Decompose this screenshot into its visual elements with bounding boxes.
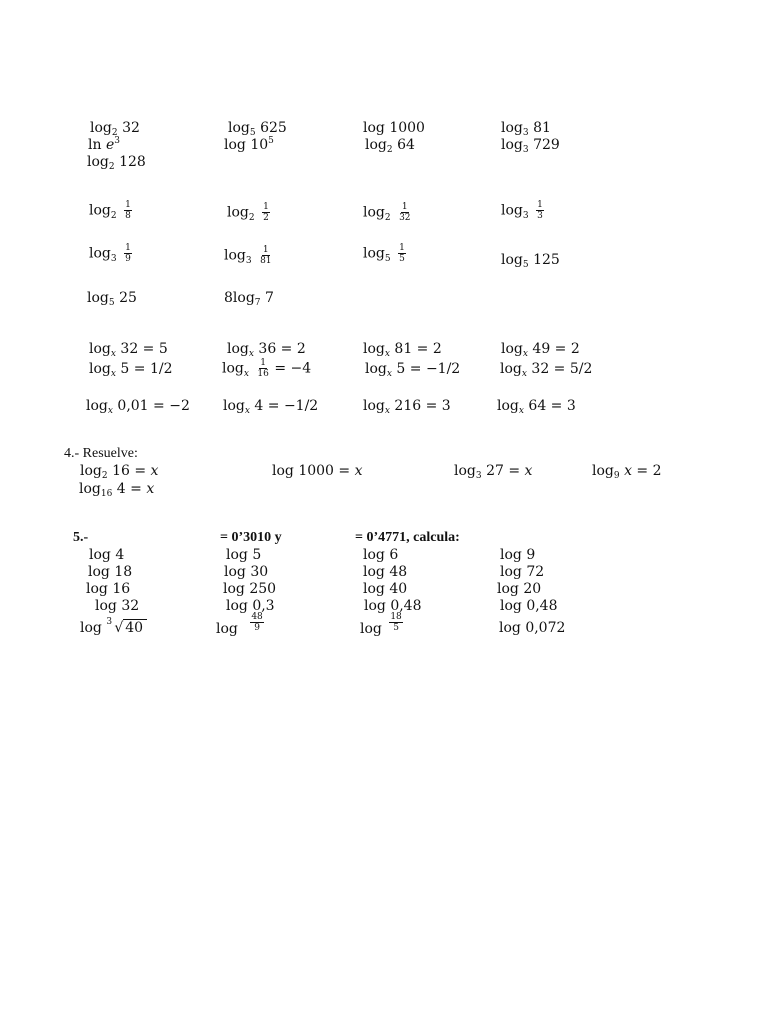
given-log3: = 0’4771, calcula: [355,530,460,545]
equation-logx-64: $\log_x 64 = 3$ [497,398,576,416]
calc-log-18-5: log $\frac{18}{5}$ [360,612,402,637]
equation-logx-36: $\log_x 36 = 2$ [227,341,306,359]
equation-logx-5-half: $\log_x 5 = 1/2$ [89,361,173,379]
equation-logx-216: $\log_x 216 = 3$ [363,398,451,416]
given-log2: = 0’3010 y [220,530,282,545]
exercise-log2-64: $\log_2 64$ [365,137,415,155]
exercise-log5-125: $\log_5 125$ [501,252,560,270]
calc-item: log 0,3 [226,598,275,614]
calc-item: log 0,072 [499,620,566,636]
equation-logx-1-16: $\log_x$ $\frac{1}{16}$ = −4 [222,358,312,379]
equation-logx-49: $\log_x 49 = 2$ [501,341,580,359]
exercise-log5-25: $\log_5 25$ [87,290,137,308]
exercise-log2-1-8: $\log_2$ $\frac{1}{8}$ [89,200,131,221]
equation-logx-81: $\log_x 81 = 2$ [363,341,442,359]
resuelve-log-1000: log 1000 = x [272,463,363,479]
calc-item: log 4 [89,547,125,563]
exercise-log3-729: $\log_3 729$ [501,137,560,155]
section-4-heading: 4.- Resuelve: [64,446,138,461]
calc-log-48-9: log $\frac{48}{9}$ [216,612,263,637]
calc-item: log 9 [500,547,536,563]
calc-item: log 18 [88,564,133,580]
exercise-log2-128: $\log_2 128$ [87,154,146,172]
calc-item: log 30 [224,564,269,580]
exercise-log2-32: $\log_2 32$ [90,120,140,138]
exercise-log2-1-2: $\log_2$ $\frac{1}{2}$ [227,202,269,223]
section-5-number: 5.- [73,530,89,545]
calc-item: log 6 [363,547,399,563]
calc-item: log 20 [497,581,542,597]
equation-logx-0-01: $\log_x 0,01 = -2$ [86,398,190,416]
calc-item: log 0,48 [500,598,558,614]
equation-logx-32-5-2: $\log_x 32 = 5/2$ [500,361,593,379]
exercise-log3-1-81: $\log_3$ $\frac{1}{81}$ [224,245,272,266]
exercise-log5-1-5: $\log_5$ $\frac{1}{5}$ [363,243,405,264]
calc-item: log 250 [223,581,277,597]
exercise-log5-625: $\log_5 625$ [228,120,287,138]
calc-item: log 48 [363,564,408,580]
calc-item: log 72 [500,564,545,580]
resuelve-log3-27: $\log_3 27 = x$ [454,463,533,481]
exercise-ln-e3: $\ln e^3$ [88,136,120,153]
exercise-log-1000: log 1000 [363,120,425,136]
exercise-log3-1-9: $\log_3$ $\frac{1}{9}$ [89,243,131,264]
calc-log-cuberoot-40: log 3 √ 40 [80,620,147,636]
equation-logx-32: $\log_x 32 = 5$ [89,341,168,359]
resuelve-log9-x: $\log_9 x = 2$ [592,463,662,481]
exercise-log-10-5: $\log 10^5$ [224,136,274,153]
resuelve-log16-4: $\log_{16} 4 = x$ [79,481,155,499]
calc-item: log 40 [363,581,408,597]
equation-logx-4: $\log_x 4 = -1/2$ [223,398,319,416]
calc-item: log 5 [226,547,262,563]
calc-item: log 16 [86,581,131,597]
exercise-log2-1-32: $\log_2$ $\frac{1}{32}$ [363,202,411,223]
equation-logx-5-neg-half: $\log_x 5 = -1/2$ [365,361,461,379]
resuelve-log2-16: $\log_2 16 = x$ [80,463,159,481]
exercise-log3-1-3: $\log_3$ $\frac{1}{3}$ [501,200,543,221]
exercise-log3-81: $\log_3 81$ [501,120,551,138]
calc-item: log 32 [95,598,140,614]
exercise-8log7-7: $8\log_7$ 7 [224,290,274,308]
calc-item: log 0,48 [364,598,422,614]
